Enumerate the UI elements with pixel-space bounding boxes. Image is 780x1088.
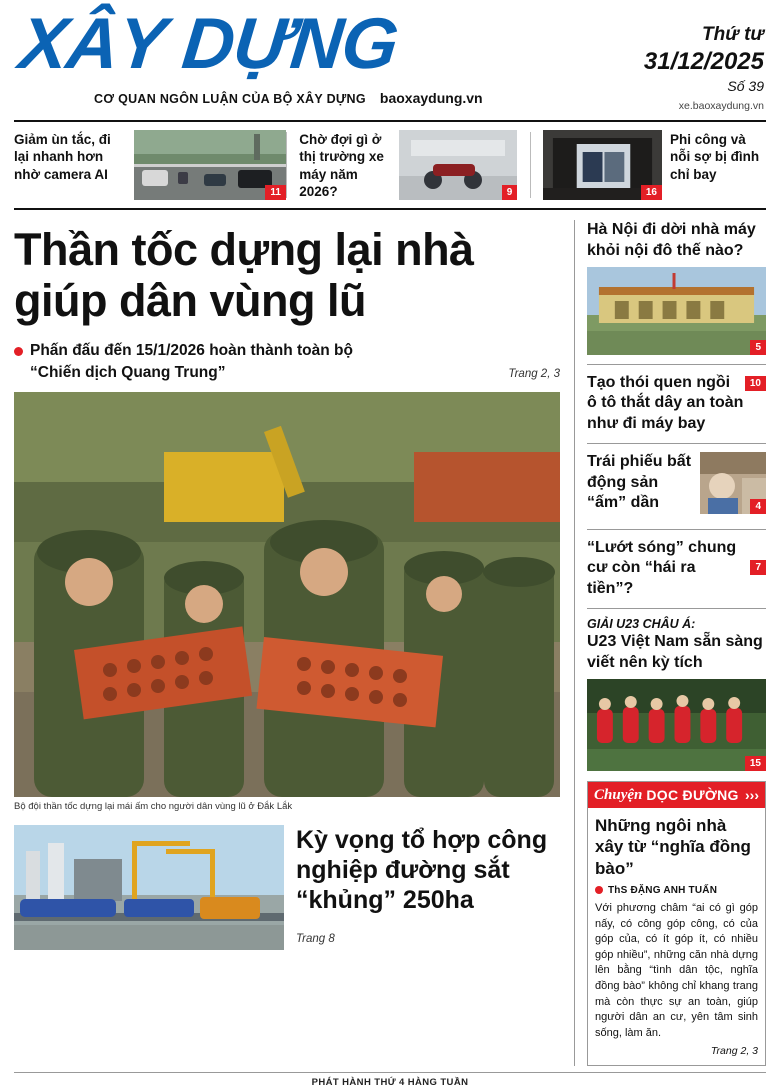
main-column <box>14 220 574 1066</box>
sidebar-page-badge: 4 <box>750 499 766 515</box>
sidebar-item-seatbelt[interactable] <box>587 373 766 434</box>
opinion-column-text: Với phương châm “ai có gì góp nấy, có công góp công, có của góp của, có ít góp ít, có nhiều góp nhiều”, những căn nhà dựng lên bằng “tình dân tộc, nghĩa đồng bào” không chỉ khang trang mà còn thực sự an toàn, giúp người dân an cư, yên tâm sinh sống, làm ăn. <box>595 901 758 1039</box>
lead-deck-row2 <box>14 364 560 382</box>
railway-industrial-complex-photo <box>14 825 284 950</box>
sidebar-divider <box>587 529 766 530</box>
opinion-column-title: Những ngôi nhà xây từ “nghĩa đồng bào” <box>595 816 751 878</box>
sidebar-photo <box>587 679 766 771</box>
sidebar-kicker: GIẢI U23 CHÂU Á: <box>587 617 696 632</box>
teaser-page-badge: 9 <box>502 185 518 201</box>
sidebar-column <box>574 220 766 1066</box>
sidebar-headline: U23 Việt Nam sẵn sàng viết nên kỳ tích <box>587 633 763 671</box>
issue-number: Số 39 <box>727 78 764 94</box>
sidebar-item-real-estate-bonds[interactable] <box>587 452 766 519</box>
teaser-headline: Giảm ùn tắc, đi lại nhanh hơn nhờ camera AI <box>14 132 111 182</box>
teaser-item[interactable] <box>287 130 530 200</box>
bottom-feature-page-ref: Trang 8 <box>296 932 335 945</box>
lead-deck <box>14 341 560 362</box>
lead-photo <box>14 392 560 797</box>
masthead-dateblock <box>596 10 766 112</box>
sidebar-page-badge: 5 <box>750 340 766 356</box>
issue-date: 31/12/2025 <box>643 48 764 75</box>
teaser-page-badge: 11 <box>265 185 286 201</box>
masthead-website[interactable]: baoxaydung.vn <box>379 90 483 107</box>
opinion-column-page-ref: Trang 2, 3 <box>710 1045 758 1058</box>
teaser-strip <box>14 122 766 208</box>
bottom-feature-photo <box>14 825 284 950</box>
u23-football-team-photo <box>587 679 766 771</box>
teaser-photo <box>134 130 286 200</box>
teaser-item[interactable] <box>531 130 766 200</box>
teaser-item[interactable] <box>14 130 286 200</box>
issue-dayname: Thứ tư <box>702 24 764 45</box>
sidebar-page-badge: 15 <box>745 756 766 772</box>
sidebar-item-u23[interactable] <box>587 617 766 771</box>
bullet-icon <box>595 886 603 894</box>
teaser-headline: Chờ đợi gì ở thị trường xe máy năm 2026? <box>299 132 384 199</box>
teaser-headline: Phi công và nỗi sợ bị đình chỉ bay <box>669 132 760 182</box>
masthead-secondary-url: xe.baoxaydung.vn <box>678 100 764 112</box>
soldiers-carrying-bricks-photo <box>14 392 560 797</box>
sidebar-headline: Trái phiếu bất động sản “ấm” dần <box>587 453 692 512</box>
sidebar-divider <box>587 608 766 609</box>
lead-page-ref: Trang 2, 3 <box>508 367 560 380</box>
sidebar-photo <box>700 452 766 514</box>
newspaper-logo: XÂY DỰNG <box>15 4 402 84</box>
sidebar-headline: Tạo thói quen ngồi ô tô thắt dây an toàn như đi máy bay <box>587 374 744 432</box>
old-factory-building-photo <box>587 267 766 355</box>
bottom-feature-text <box>296 825 560 950</box>
author-name: ThS ĐẶNG ANH TUẤN <box>608 884 718 896</box>
sidebar-item-apartment-flipping[interactable] <box>587 538 766 599</box>
sidebar-headline: Hà Nội đi dời nhà máy khỏi nội đô thế nào? <box>587 221 756 259</box>
sidebar-photo <box>587 267 766 355</box>
opinion-column-body <box>588 808 765 1065</box>
bullet-icon <box>14 347 23 356</box>
lead-headline[interactable]: Thần tốc dựng lại nhà giúp dân vùng lũ <box>14 224 474 327</box>
sidebar-headline: “Lướt sóng” chung cư còn “hái ra tiền”? <box>587 538 737 597</box>
opinion-column-box[interactable] <box>587 781 766 1066</box>
teaser-photo <box>399 130 517 200</box>
sidebar-divider <box>587 364 766 365</box>
bottom-feature-headline[interactable]: Kỳ vọng tổ hợp công nghiệp đường sắt “khủng” 250ha <box>296 825 548 914</box>
lead-deck-line1: Phấn đấu đến 15/1/2026 hoàn thành toàn bộ <box>30 341 353 359</box>
chevron-right-icon: ››› <box>745 787 759 804</box>
street-traffic-photo <box>134 130 286 200</box>
opinion-column-header <box>588 782 765 808</box>
motorbike-showroom-photo <box>399 130 517 200</box>
footer-note: PHÁT HÀNH THỨ 4 HÀNG TUẦN <box>311 1077 469 1088</box>
sidebar-divider <box>587 443 766 444</box>
sidebar-item-ha-noi-factories[interactable] <box>587 220 766 355</box>
masthead-left <box>14 4 596 107</box>
opinion-column-byline <box>595 885 758 896</box>
lead-deck-line2: “Chiến dịch Quang Trung” <box>30 363 226 381</box>
opinion-column-brand-bold: DỌC ĐƯỜNG <box>646 787 739 804</box>
sidebar-page-badge: 7 <box>750 560 766 575</box>
teaser-page-badge: 16 <box>641 185 662 201</box>
sidebar-page-badge: 10 <box>745 376 766 391</box>
masthead <box>14 0 766 112</box>
bottom-feature[interactable] <box>14 825 560 950</box>
lead-photo-caption: Bộ đội thần tốc dựng lại mái ấm cho người dân vùng lũ ở Đắk Lắk <box>14 800 293 812</box>
content-grid <box>14 210 766 1066</box>
masthead-subline <box>94 90 596 106</box>
opinion-column-brand-script: Chuyện <box>594 786 643 803</box>
masthead-slogan: CƠ QUAN NGÔN LUẬN CỦA BỘ XÂY DỰNG <box>94 92 366 107</box>
teaser-photo <box>543 130 662 200</box>
